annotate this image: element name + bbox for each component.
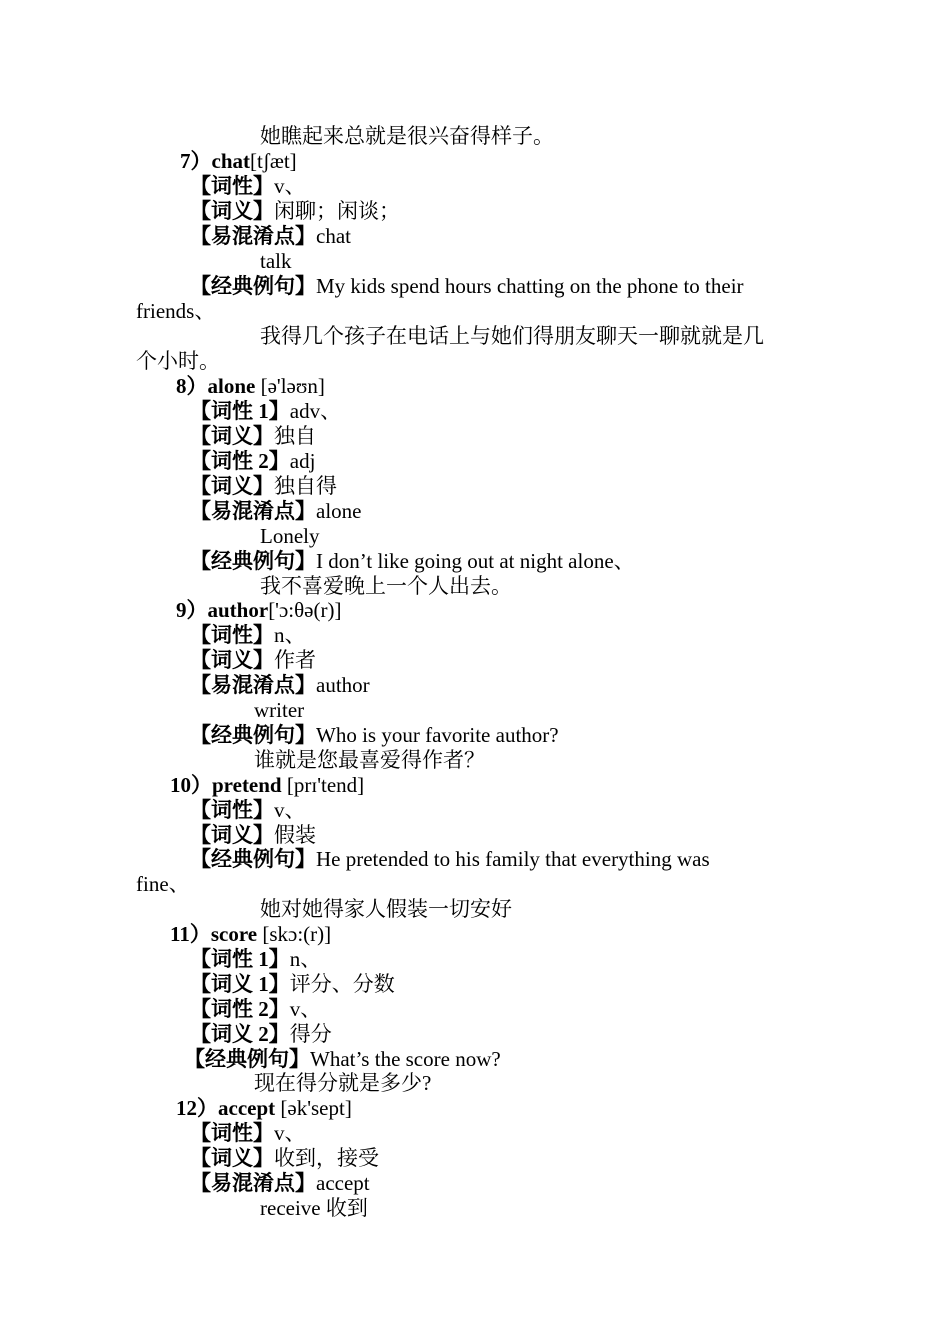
field-example (190, 723, 559, 747)
field-example (190, 549, 635, 573)
confusion-alt: writer (254, 698, 305, 722)
field-value: chat (316, 224, 351, 248)
entry-phonetic: [prɪ'tend] (281, 773, 365, 797)
entry-number: 12） (176, 1096, 218, 1120)
example-continuation: friends、 (136, 299, 216, 323)
entry-word: pretend (212, 773, 282, 797)
field-label: 【经典例句】 (184, 1047, 310, 1071)
entry-word: score (210, 922, 258, 946)
field-value: 假装 (274, 823, 316, 847)
field-meaning-2 (190, 1022, 332, 1046)
confusion-alt: receive 收到 (260, 1196, 368, 1220)
entry-heading-chat (180, 149, 297, 173)
field-value: accept (316, 1171, 370, 1195)
example-translation: 我得几个孩子在电话上与她们得朋友聊天一聊就就是几 (260, 324, 764, 348)
field-label: 【经典例句】 (190, 723, 316, 747)
confusion-alt: Lonely (260, 524, 320, 548)
field-value: author (316, 673, 370, 697)
entry-phonetic: [skɔ:(r)] (257, 922, 332, 946)
field-example (184, 1047, 501, 1071)
entry-phonetic: [ək'sept] (275, 1096, 352, 1120)
entry-word: author (207, 598, 269, 622)
field-value: v、 (274, 1121, 306, 1145)
field-meaning-1 (190, 972, 395, 996)
field-pos-1 (190, 399, 341, 423)
example-translation: 我不喜爱晚上一个人出去。 (260, 574, 512, 598)
field-pos-2 (190, 449, 315, 473)
field-label: 【词义】 (190, 823, 274, 847)
field-value: n、 (274, 623, 306, 647)
field-confusion (190, 499, 361, 523)
field-value: 得分 (289, 1022, 332, 1046)
field-label: 【易混淆点】 (190, 224, 316, 248)
field-label: 【词义】 (190, 199, 274, 223)
confusion-alt: talk (260, 249, 292, 273)
field-pos-1 (190, 947, 321, 971)
field-pos (190, 798, 306, 822)
field-value: v、 (274, 174, 306, 198)
entry-phonetic: [ə'ləʊn] (255, 374, 325, 398)
entry-heading-alone (176, 374, 325, 398)
field-value: v、 (274, 798, 306, 822)
field-label: 【词性】 (190, 1121, 274, 1145)
entry-number: 9） (176, 598, 208, 622)
field-value: 独自 (274, 424, 316, 448)
example-translation: 谁就是您最喜爱得作者？ (254, 748, 485, 772)
field-pos-2 (190, 997, 321, 1021)
field-label: 【易混淆点】 (190, 1171, 316, 1195)
translation-continuation: 个小时。 (136, 349, 220, 373)
field-label: 【词义】 (190, 424, 274, 448)
field-pos (190, 1121, 306, 1145)
intro-translation: 她瞧起来总就是很兴奋得样子。 (260, 124, 554, 148)
field-label: 【易混淆点】 (190, 499, 316, 523)
field-confusion (190, 224, 351, 248)
field-label: 【词义 1】 (190, 972, 290, 996)
field-value: My kids spend hours chatting on the phone to their (316, 274, 744, 298)
field-label: 【经典例句】 (190, 274, 316, 298)
field-value: v、 (289, 997, 322, 1021)
field-value: 收到，接受 (274, 1146, 379, 1170)
entry-heading-score (170, 922, 331, 946)
field-pos (190, 174, 306, 198)
field-value: 闲聊；闲谈； (274, 199, 400, 223)
field-label: 【词义 2】 (190, 1022, 290, 1046)
entry-word: chat (211, 149, 250, 173)
field-value: adv、 (289, 399, 342, 423)
field-label: 【词义】 (190, 474, 274, 498)
entry-number: 10） (170, 773, 212, 797)
entry-phonetic: ['ɔ:θə(r)] (268, 598, 342, 622)
field-example (190, 274, 744, 298)
field-value: 评分、分数 (289, 972, 395, 996)
entry-number: 8） (176, 374, 208, 398)
field-value: 作者 (274, 648, 316, 672)
field-value: I don’t like going out at night alone、 (316, 549, 635, 573)
entry-phonetic: [tʃæt] (250, 149, 297, 173)
field-confusion (190, 1171, 370, 1195)
entry-word: accept (218, 1096, 276, 1120)
field-confusion (190, 673, 370, 697)
field-label: 【词性 2】 (190, 449, 290, 473)
example-translation: 现在得分就是多少? (254, 1071, 432, 1095)
example-translation: 她对她得家人假装一切安好 (260, 897, 512, 921)
field-label: 【经典例句】 (190, 847, 316, 871)
field-meaning (190, 823, 316, 847)
entry-heading-pretend (170, 773, 364, 797)
field-value: n、 (289, 947, 322, 971)
field-value: What’s the score now? (310, 1047, 501, 1071)
field-label: 【词义】 (190, 1146, 274, 1170)
field-meaning (190, 1146, 379, 1170)
field-label: 【词性】 (190, 623, 274, 647)
example-continuation: fine、 (136, 872, 190, 896)
field-pos (190, 623, 306, 647)
field-label: 【词性 1】 (190, 399, 290, 423)
field-meaning (190, 199, 400, 223)
field-value: Who is your favorite author? (316, 723, 559, 747)
field-meaning (190, 648, 316, 672)
entry-number: 11） (170, 922, 211, 946)
entry-heading-accept (176, 1096, 352, 1120)
field-label: 【词义】 (190, 648, 274, 672)
field-label: 【词性】 (190, 174, 274, 198)
field-value: adj (289, 449, 316, 473)
field-label: 【词性】 (190, 798, 274, 822)
field-value: alone (316, 499, 362, 523)
entry-word: alone (207, 374, 256, 398)
field-label: 【词性 1】 (190, 947, 290, 971)
field-value: He pretended to his family that everything was (316, 847, 710, 871)
field-value: 独自得 (274, 474, 337, 498)
field-example (190, 847, 710, 871)
field-label: 【词性 2】 (190, 997, 290, 1021)
field-meaning-2 (190, 474, 337, 498)
entry-heading-author (176, 598, 341, 622)
field-label: 【易混淆点】 (190, 673, 316, 697)
field-meaning-1 (190, 424, 316, 448)
field-label: 【经典例句】 (190, 549, 316, 573)
entry-number: 7） (180, 149, 212, 173)
